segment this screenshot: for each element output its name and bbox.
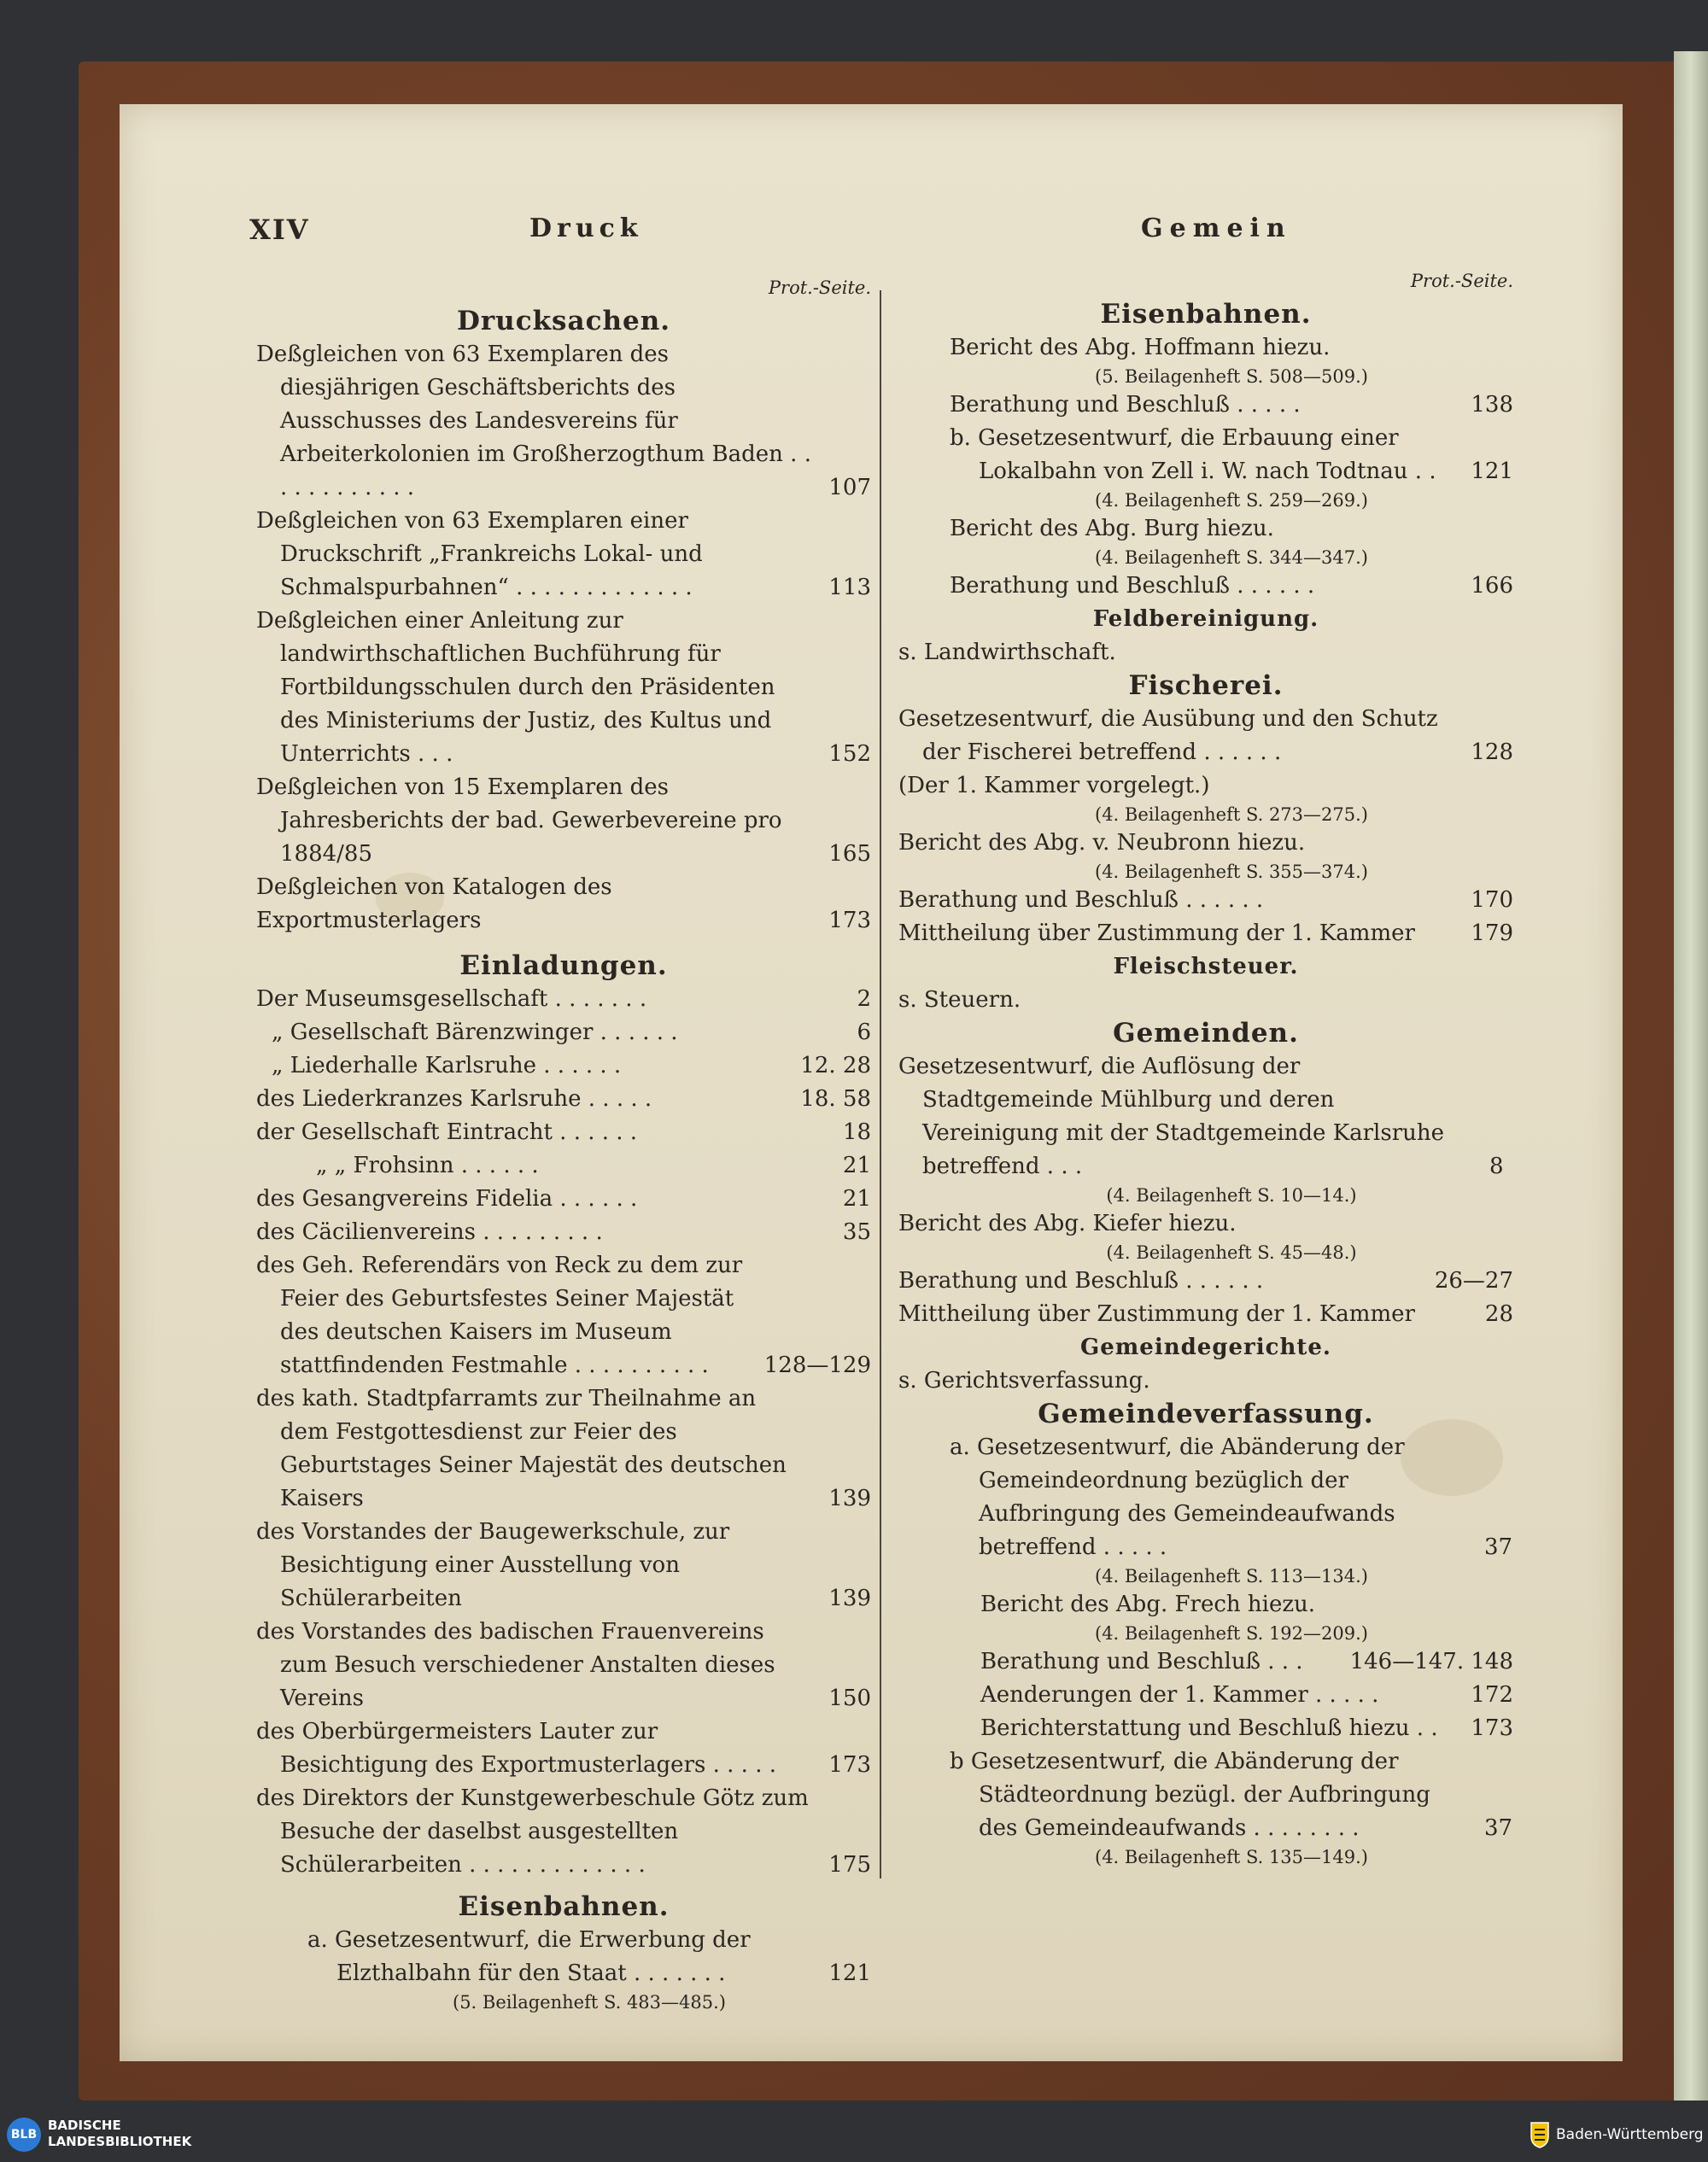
page-ref: 128 [1471,739,1513,765]
index-entry: Deßgleichen von 63 Exemplaren des diesjährigen Geschäftsberichts des Ausschusses des Landesvereins für Arbeiterkolonien im Großherzogthum Baden . . . . . . . . . . . . 107 [256,338,871,505]
page-ref: 21 [842,1153,871,1178]
state-name: Baden-Württemberg [1556,2126,1704,2143]
beilage-ref: (5. Beilagenheft S. 483—485.) [453,1992,726,2013]
page-ref: 128—129 [763,1353,871,1378]
page-ref: 175 [828,1852,871,1878]
index-entry: Deßgleichen von Katalogen des Exportmusterlagers 173 [256,871,871,938]
index-entry: Gesetzesentwurf, die Auflösung der Stadtgemeinde Mühlburg und deren Vereinigung mit der Stadtgemeinde Karlsruhe betreffend . . . 8 [898,1054,1504,1179]
index-entry: Berathung und Beschluß . . . . . . 166 [898,570,1513,603]
index-entry: des Geh. Referendärs von Reck zu dem zur Feier des Geburtsfestes Seiner Majestät des deutschen Kaisers im Museum stattfindenden Festmahle . . . . . . . . . . 128—129 [256,1249,871,1382]
index-entry: des Liederkranzes Karlsruhe . . . . . 18. 58 [256,1083,871,1116]
index-entry: Bericht des Abg. Kiefer hiezu. [898,1211,1237,1236]
book-edge [1674,51,1708,2101]
index-entry: s. Steuern. [898,987,1021,1013]
beilage-ref: (4. Beilagenheft S. 192—209.) [1095,1623,1368,1644]
index-entry: Der Museumsgesellschaft . . . . . . . 2 [256,983,871,1016]
index-entry: des Cäcilienvereins . . . . . . . . . 35 [256,1216,871,1249]
page-ref: 173 [828,908,871,933]
index-entry: „ Liederhalle Karlsruhe . . . . . . 12. 28 [256,1049,871,1083]
section-title: Feldbereinigung. [1092,606,1319,632]
index-entry: „ Gesellschaft Bärenzwinger . . . . . . 6 [256,1016,871,1049]
page-ref: 179 [1471,920,1513,946]
index-entry: des Vorstandes des badischen Frauenvereins zum Besuch verschiedener Anstalten dieses Vereins 150 [256,1616,871,1715]
index-entry: Deßgleichen einer Anleitung zur landwirthschaftlichen Buchführung für Fortbildungsschulen durch den Präsidenten des Ministeriums der Justiz, des Kultus und Unterrichts . . . 152 [256,605,871,771]
blb-logo-icon: BLB [7,2118,41,2152]
section-title: Fischerei. [1128,670,1284,701]
index-entry: Bericht des Abg. Hoffmann hiezu. [950,335,1331,360]
column-divider [880,290,881,1879]
page-ref: 12. 28 [800,1053,871,1078]
index-entry: Berathung und Beschluß . . . 146—147. 148 [898,1645,1513,1679]
page-number: XIV [249,213,310,246]
index-entry: Mittheilung über Zustimmung der 1. Kammer 179 [898,917,1513,950]
page-ref: 173 [1471,1715,1513,1741]
beilage-ref: (4. Beilagenheft S. 113—134.) [1095,1566,1368,1586]
beilage-ref: (5. Beilagenheft S. 508—509.) [1095,366,1368,387]
page-ref: 35 [842,1219,871,1245]
index-entry: a. Gesetzesentwurf, die Abänderung der Gemeindeordnung bezüglich der Aufbringung des Gemeindeaufwands betreffend . . . . . 37 [950,1435,1513,1560]
index-entry: b. Gesetzesentwurf, die Erbauung einer Lokalbahn von Zell i. W. nach Todtnau . . 121 [898,422,1513,488]
page-ref: 166 [1471,573,1513,599]
index-entry: Berathung und Beschluß . . . . . 138 [898,389,1513,422]
index-entry: „ „ Frohsinn . . . . . . 21 [256,1149,871,1183]
beilage-ref: (4. Beilagenheft S. 259—269.) [1095,490,1368,511]
page-ref: 26—27 [1434,1268,1513,1294]
left-column [256,272,871,2014]
page-ref: 165 [828,841,871,867]
section-title: Eisenbahnen. [458,1891,670,1922]
page-ref: 28 [1484,1301,1513,1327]
page-ref: 6 [857,1020,871,1045]
page-ref: 21 [842,1186,871,1212]
index-entry: Berichterstattung und Beschluß hiezu . . 173 [898,1712,1513,1745]
index-entry: Gesetzesentwurf, die Ausübung und den Schutz der Fischerei betreffend . . . . . . 128 [898,703,1513,769]
beilage-ref: (4. Beilagenheft S. 10—14.) [1106,1185,1357,1206]
page-ref: 18 [842,1119,871,1145]
page-ref: 150 [828,1686,871,1711]
beilage-ref: (4. Beilagenheft S. 344—347.) [1095,547,1368,568]
page-ref: 138 [1471,392,1513,418]
section-title: Einladungen. [459,950,668,981]
index-entry: Deßgleichen von 63 Exemplaren einer Druckschrift „Frankreichs Lokal- und Schmalspurbahnen“ . . . . . . . . . . . . . 113 [256,505,871,605]
index-entry: Bericht des Abg. Frech hiezu. [980,1592,1316,1617]
index-entry: (Der 1. Kammer vorgelegt.) [898,773,1210,798]
index-entry: s. Landwirthschaft. [898,640,1116,665]
coat-of-arms-icon [1529,2121,1551,2148]
index-entry: des Oberbürgermeisters Lauter zur Besichtigung des Exportmusterlagers . . . . . 173 [256,1715,871,1782]
index-entry: Aenderungen der 1. Kammer . . . . . 172 [898,1679,1513,1712]
index-entry: Bericht des Abg. Burg hiezu. [950,516,1274,541]
index-entry: des kath. Stadtpfarramts zur Theilnahme an dem Festgottesdienst zur Feier des Geburtstages Seiner Majestät des deutschen Kaisers 139 [256,1382,871,1516]
page-ref: 152 [828,741,871,767]
index-entry: Mittheilung über Zustimmung der 1. Kammer 28 [898,1298,1513,1331]
right-column [898,265,1513,1869]
beilage-ref: (4. Beilagenheft S. 355—374.) [1095,862,1368,882]
section-title: Eisenbahnen. [1100,299,1312,330]
section-title: Gemeindegerichte. [1080,1335,1331,1360]
page-ref: 113 [828,575,871,600]
page-ref: 173 [828,1752,871,1778]
index-entry: Berathung und Beschluß . . . . . . 26—27 [898,1265,1513,1298]
section-title: Drucksachen. [456,306,671,336]
section-title: Gemeindeverfassung. [1038,1399,1374,1429]
column-label: Prot.-Seite. [768,278,871,298]
column-label: Prot.-Seite. [1410,271,1513,291]
index-entry: des Direktors der Kunstgewerbeschule Götz zum Besuche der daselbst ausgestellten Schülerarbeiten . . . . . . . . . . . . . 175 [256,1782,871,1882]
index-entry: s. Gerichtsverfassung. [898,1368,1150,1394]
index-entry: b Gesetzesentwurf, die Abänderung der Städteordnung bezügl. der Aufbringung des Gemeindeaufwands . . . . . . . . 37 [950,1749,1513,1841]
running-head-right: Gemein [1141,213,1292,243]
beilage-ref: (4. Beilagenheft S. 273—275.) [1095,804,1368,825]
index-entry: der Gesellschaft Eintracht . . . . . . 18 [256,1116,871,1149]
beilage-ref: (4. Beilagenheft S. 45—48.) [1106,1242,1357,1263]
library-name: BADISCHE LANDESBIBLIOTHEK [48,2118,192,2149]
page-ref: 146—147. 148 [1349,1649,1513,1674]
section-title: Fleischsteuer. [1113,954,1299,979]
page-ref: 18. 58 [800,1086,871,1112]
page-ref: 121 [1471,459,1513,484]
index-entry: des Vorstandes der Baugewerkschule, zur Besichtigung einer Ausstellung von Schülerarbeiten 139 [256,1516,871,1616]
beilage-ref: (4. Beilagenheft S. 135—149.) [1095,1847,1368,1867]
index-entry: des Gesangvereins Fidelia . . . . . . 21 [256,1183,871,1216]
index-entry: Deßgleichen von 15 Exemplaren des Jahresberichts der bad. Gewerbevereine pro 1884/85 165 [256,771,871,871]
index-entry: Bericht des Abg. v. Neubronn hiezu. [898,830,1306,856]
section-title: Gemeinden. [1113,1018,1299,1049]
running-head-left: Druck [529,213,643,243]
page-ref: 170 [1471,887,1513,913]
page-ref: 121 [828,1960,871,1986]
page-ref: 139 [828,1586,871,1611]
page-ref: 172 [1471,1682,1513,1708]
viewer-footer [0,2109,1708,2162]
page-ref: 139 [828,1486,871,1511]
index-entry: a. Gesetzesentwurf, die Erwerbung der Elzthalbahn für den Staat . . . . . . . 121 [256,1924,871,1990]
index-entry: Berathung und Beschluß . . . . . . 170 [898,884,1513,917]
page-ref: 107 [828,475,871,500]
page-ref: 2 [857,986,871,1012]
